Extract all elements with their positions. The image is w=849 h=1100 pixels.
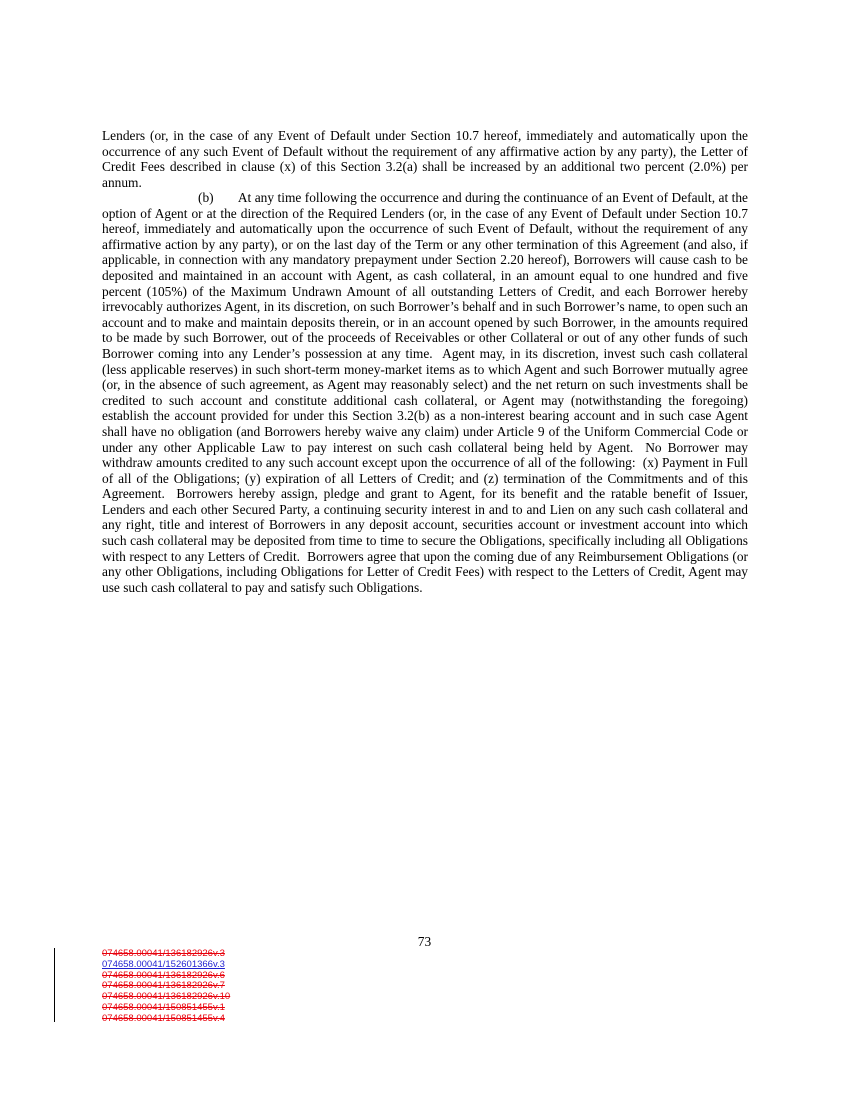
document-id-inserted: 074658.00041/152601366v.3 — [102, 958, 225, 970]
page-number: 73 — [417, 934, 432, 949]
paragraph-section-3-2-b: (b) At any time following the occurrence and during the continuance of an Event of Default, at the option of Agent or at the direction of the Required Lenders (or, in the case of any Event of Default under Section 10.7 hereof, immediately and automatically upon the occurrence of such Event of Default, without the requirement of any affirmative action by any party), or on the last day of the Term or any other termination of this Agreement (and also, if applicable, in connection with any mandatory prepayment under Section 2.20 hereof), Borrowers will cause cash to be deposited and maintained in an account with Agent, as cash collateral, in an amount equal to one hundred and five percent (105%) of the Maximum Undrawn Amount of all outstanding Letters of Credit, and each Borrower hereby irrevocably authorizes Agent, in its discretion, on such Borrower’s behalf and in such Borrower’s name, to open such an account and to make and maintain deposits therein, or in an account opened by such Borrower, in the amounts required to be made by such Borrower, out of the proceeds of Receivables or other Collateral or out of any other funds of such Borrower coming into any Lender’s possession at any time. Agent may, in its discretion, invest such cash collateral (less applicable reserves) in such short-term money-market items as to which Agent and such Borrower mutually agree (or, in the absence of such agreement, as Agent may reasonably select) and the net return on such investments shall be credited to such account and constitute additional cash collateral, or Agent may (notwithstanding the foregoing) establish the account provided for under this Section 3.2(b) as a non-interest bearing account and in such case Agent shall have no obligation (and Borrowers hereby waive any claim) under Article 9 of the Uniform Commercial Code or under any other Applicable Law to pay interest on such cash collateral being held by Agent. No Borrower may withdraw amounts credited to any such account except upon the occurrence of all of the following: (x) Payment in Full of all of the Obligations; (y) expiration of all Letters of Credit; and (z) termination of the Commitments and of this Agreement. Borrowers hereby assign, pledge and grant to Agent, for its benefit and the ratable benefit of Issuer, Lenders and each other Secured Party, a continuing security interest in and to and Lien on any such cash collateral and any right, title and interest of Borrowers in any deposit account, securities account or investment account into which such cash collateral may be deposited from time to time to secure the Obligations, specifically including all Obligations with respect to any Letters of Credit. Borrowers agree that upon the coming due of any Reimbursement Obligations (or any other Obligations, including Obligations for Letter of Credit Fees) with respect to the Letters of Credit, Agent may use such cash collateral to pay and satisfy such Obligations. — [102, 190, 748, 595]
document-id-deleted: 074658.00041/136182926v.3 — [102, 948, 225, 959]
document-id-deleted: 074658.00041/136182926v.7 — [102, 980, 225, 992]
document-id-deleted: 074658.00041/136182926v.6 — [102, 969, 225, 981]
document-id-deleted: 074658.00041/150851455v.1 — [102, 1001, 225, 1013]
document-id-list — [102, 949, 230, 1025]
document-id-deleted: 074658.00041/136182926v.10 — [102, 991, 231, 1003]
revision-change-bar — [54, 948, 55, 1022]
paragraph-continuation: Lenders (or, in the case of any Event of Default under Section 10.7 hereof, immediately and automatically upon the occurrence of any such Event of Default without the requirement of any affirmative action by any party), the Letter of Credit Fees described in clause (x) of this Section 3.2(a) shall be increased by an additional two percent (2.0%) per annum. — [102, 128, 748, 190]
document-id-deleted: 074658.00041/150851455v.4 — [102, 1012, 225, 1024]
